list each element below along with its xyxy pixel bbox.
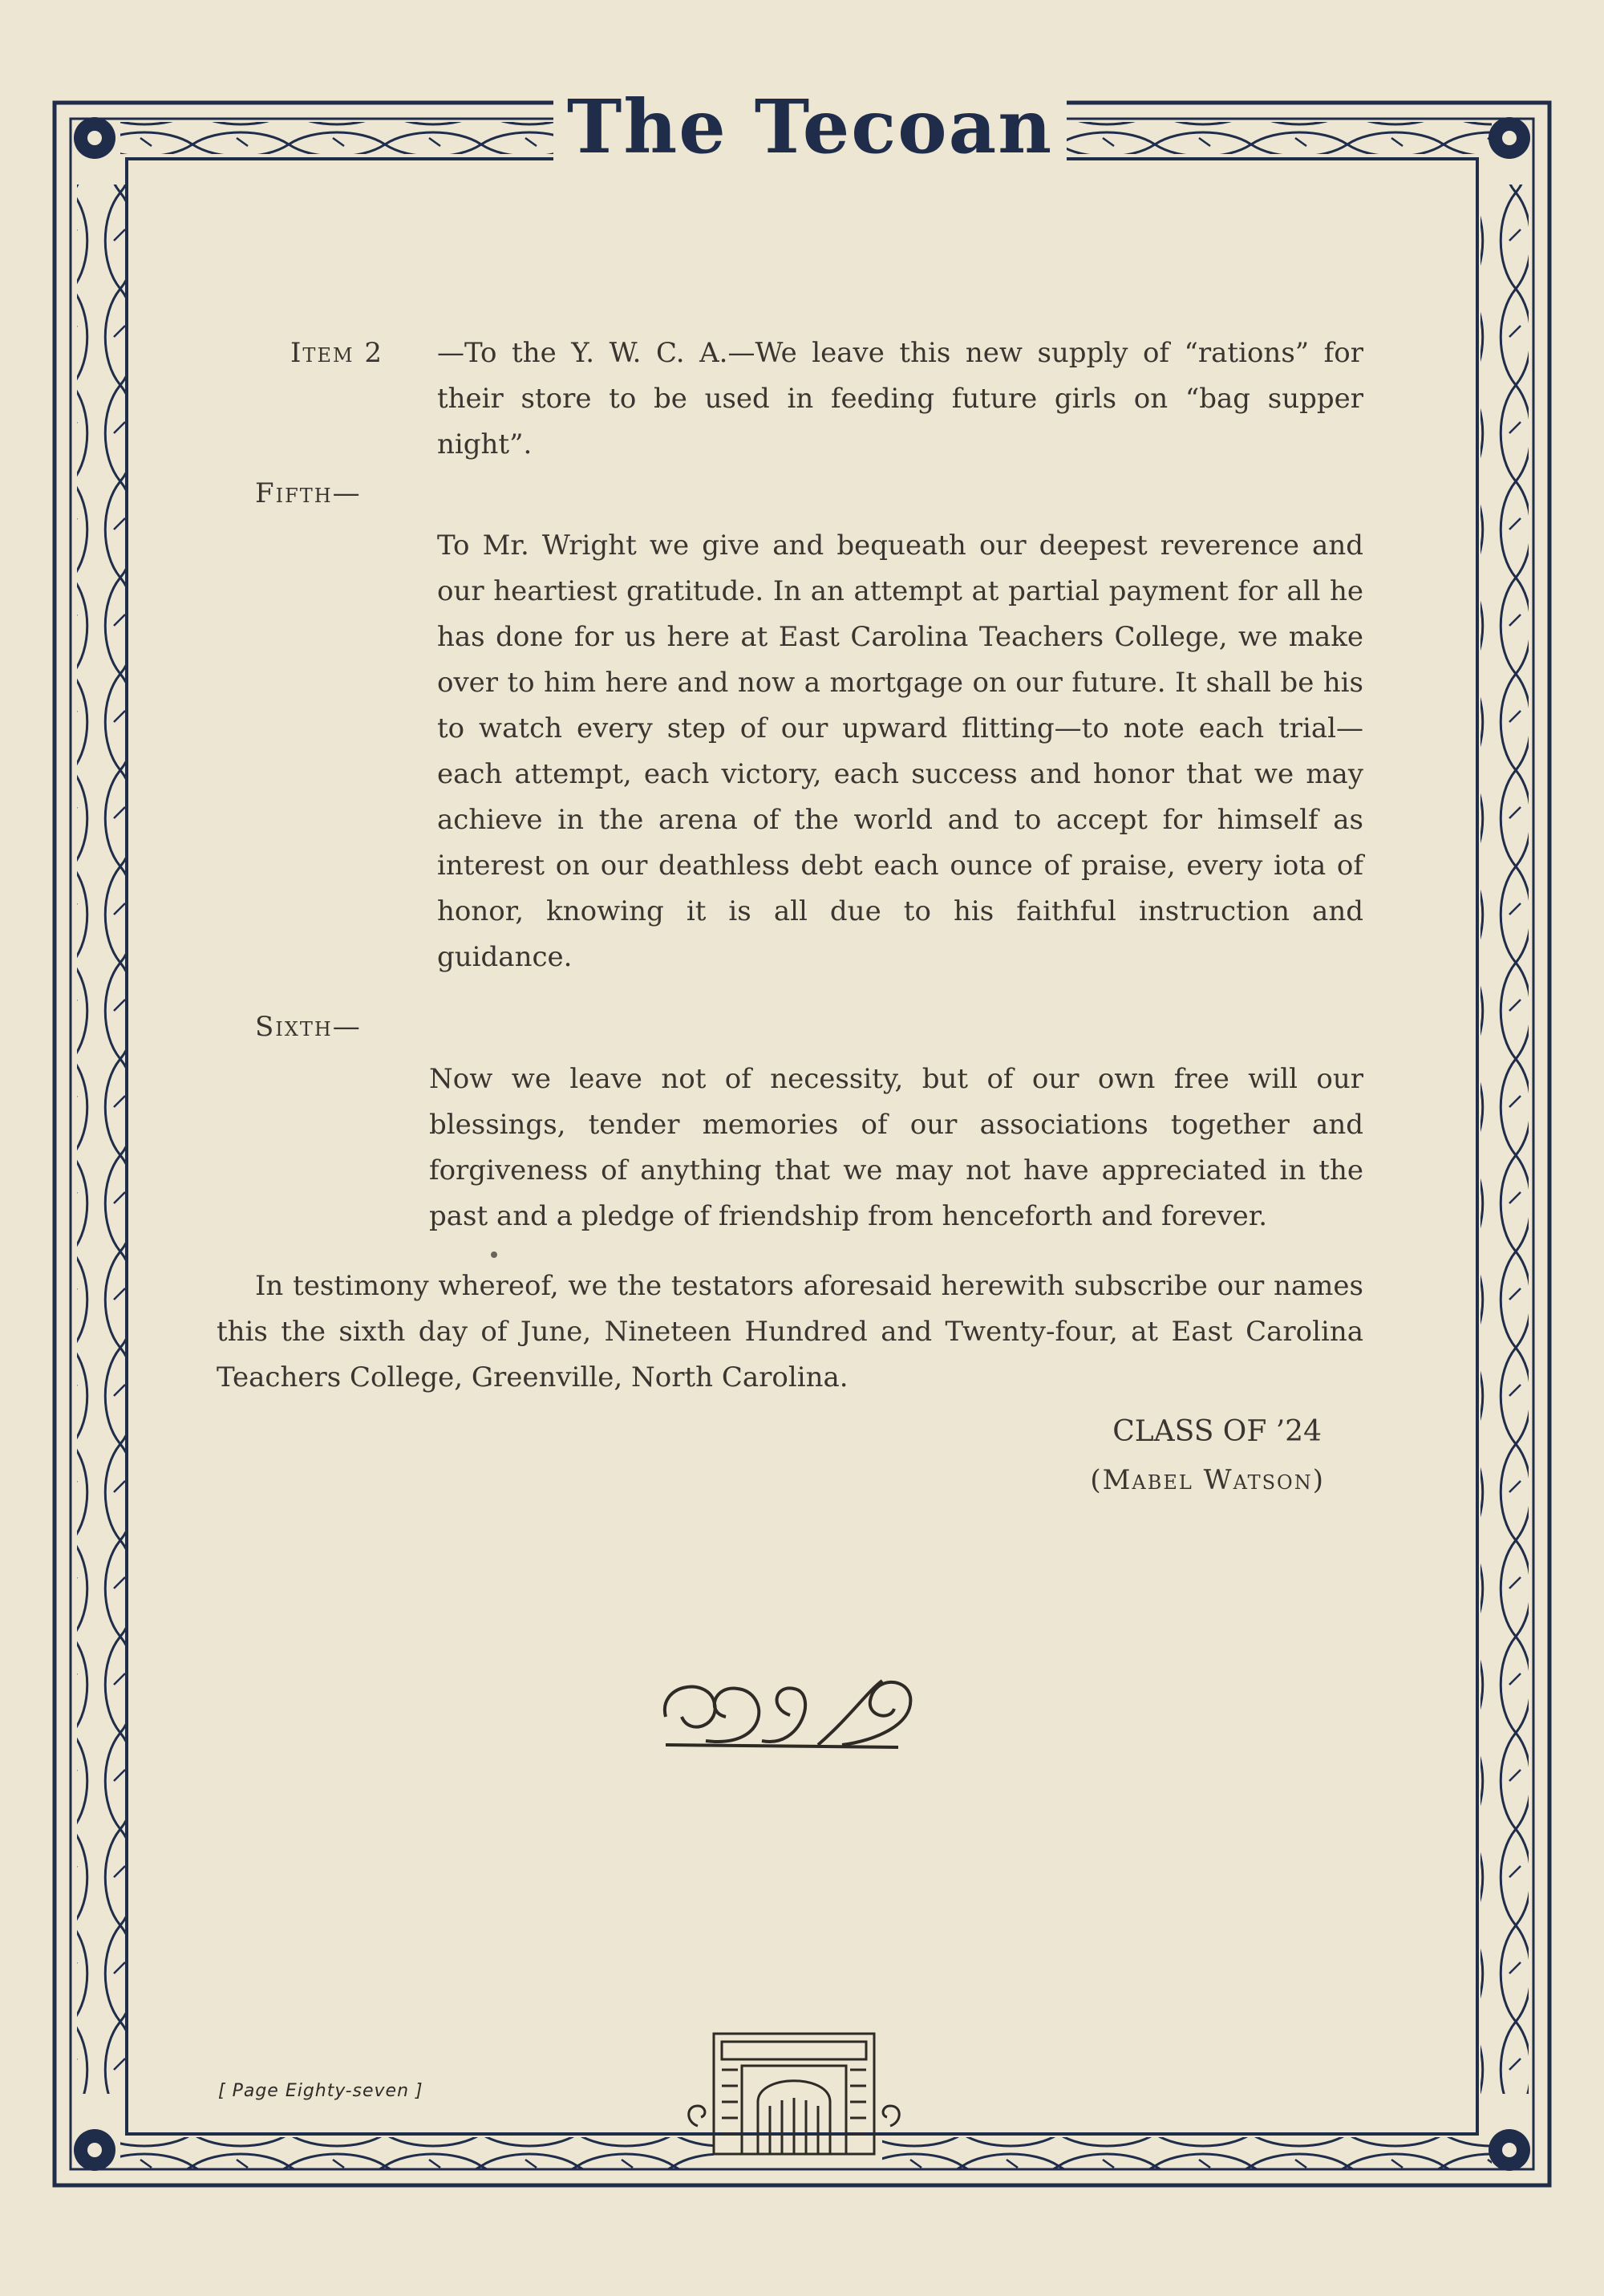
page-number: [ Page Eighty-seven ] [218,2081,423,2101]
fifth-text: To Mr. Wright we give and bequeath our deepest reverence and our heartiest gratitude. In an attempt at partial payment for all he has done for us here at East Carolina Teachers College, we make over to him here and now a mortgage on our future. It shall be his to watch every step of our upward flitting—to note each trial—each attempt, each victory, each success and honor that we may achieve in the arena of the world and to accept for himself as interest on our deathless debt each ounce of praise, every iota of honor, knowing it is all due to his faithful instruction and guidance. [437,529,1363,973]
sixth-text: Now we leave not of necessity, but of our own free will our blessings, tender memories of our associations together and forgiveness of anything that we may not have appreciated in the past and a pledge of friendship from henceforth and forever. [429,1063,1363,1232]
signature-name: (Mabel Watson) [1090,1464,1325,1496]
fifth-heading: Fifth— [255,477,362,509]
signature-class: CLASS OF ’24 [1112,1415,1322,1448]
sixth-heading: Sixth— [255,1011,362,1043]
item-label: Item 2 [290,337,383,369]
item-text: —To the Y. W. C. A.—We leave this new supply of “rations” for their store to be used in feeding future girls on “bag supper night”. [437,337,1363,460]
masthead-title: The Tecoan [553,88,1067,165]
item-2 [217,331,1363,468]
testimony-paragraph: In testimony whereof, we the testators aforesaid herewith subscribe our names this the sixth day of June, Nineteen Hundred and Twenty-four, at East Carolina Teachers College, Greenville, North Carolina. [217,1270,1363,1393]
ink-speck [491,1251,497,1258]
will-content [217,331,1363,1503]
